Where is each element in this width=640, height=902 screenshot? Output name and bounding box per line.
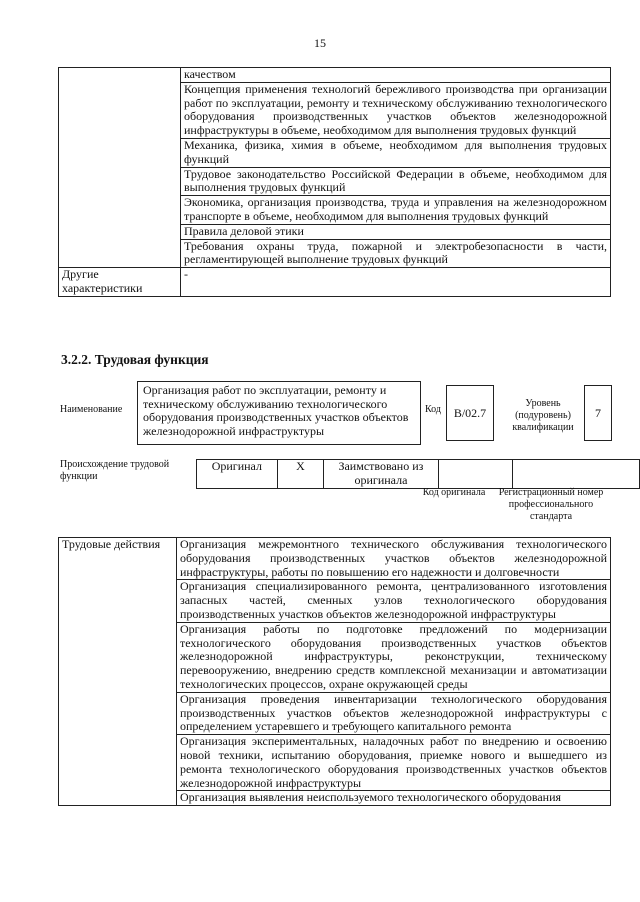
action-item: Организация работы по подготовке предложений по модернизации технологического оборудования производственных участков объектов железнодорожной инфраструктуры, реконструкции, техническому перевооружению, внедрению средств комплексной механизации и автоматизации технологических процессов, охране окружающей среды [177, 622, 611, 692]
origin-table [196, 459, 640, 489]
actions-label: Трудовые действия [59, 538, 177, 806]
original-cell: Оригинал [197, 460, 278, 489]
table-row [197, 460, 640, 489]
knowledge-label-cell [59, 68, 181, 268]
reg-number-cell [512, 460, 639, 489]
action-item: Организация выявления неиспользуемого технологического оборудования [177, 791, 611, 806]
original-code-cell [438, 460, 512, 489]
knowledge-item: Трудовое законодательство Российской Федерации в объеме, необходимом для выполнения трудовых функций [181, 167, 611, 196]
knowledge-item: Концепция применения технологий бережливого производства при организации работ по эксплуатации, ремонту и техническому обслуживанию технологического оборудования производственных участков объектов железнодорожной инфраструктуры в объеме, необходимом для выполнения трудовых функций [181, 82, 611, 138]
original-mark: X [277, 460, 324, 489]
actions-table [58, 537, 611, 806]
page-number: 15 [314, 36, 326, 50]
knowledge-item: Требования охраны труда, пожарной и электробезопасности в части, регламентирующей выполнение трудовых функций [181, 239, 611, 268]
code-label: Код [425, 404, 441, 415]
table-row [59, 68, 611, 83]
action-item: Организация специализированного ремонта, централизованного изготовления запасных частей, сменных узлов технологического оборудования производственных участков объектов железнодорожной инфраструктуры [177, 580, 611, 622]
reg-number-caption: Регистрационный номер профессионального стандарта [498, 487, 604, 522]
table-row [59, 538, 611, 580]
table-row [59, 268, 611, 297]
knowledge-item: качеством [181, 68, 611, 83]
action-item: Организация проведения инвентаризации технологического оборудования производственных участков объектов железнодорожной инфраструктуры с определением устаревшего и требующего капитального ремонта [177, 692, 611, 734]
action-item: Организация межремонтного технического обслуживания технологического оборудования производственных участков объектов железнодорожной инфраструктуры, работы по повышению его надежности и долговечности [177, 538, 611, 580]
section-heading: 3.2.2. Трудовая функция [61, 352, 209, 367]
function-name-box: Организация работ по эксплуатации, ремонту и техническому обслуживанию технологического оборудования производственных участков объектов железнодорожной инфраструктуры [137, 381, 421, 445]
knowledge-item: Правила деловой этики [181, 224, 611, 239]
name-label: Наименование [60, 404, 123, 415]
knowledge-item: Экономика, организация производства, труда и управления на железнодорожном транспорте в объеме, необходимом для выполнения трудовых функций [181, 196, 611, 225]
other-characteristics-value: - [181, 268, 611, 297]
action-item: Организация экспериментальных, наладочных работ по внедрению и освоению новой техники, испытанию оборудования, приемке нового и вышедшего из ремонта технологического оборудования производственных участков объектов железнодорожной инфраструктуры [177, 735, 611, 791]
other-characteristics-label: Другие характеристики [59, 268, 181, 297]
level-box: 7 [584, 385, 612, 441]
code-box: B/02.7 [446, 385, 494, 441]
origin-label: Происхождение трудовой функции [60, 459, 170, 482]
borrowed-cell: Заимствовано из оригинала [324, 460, 438, 489]
level-label: Уровень (подуровень) квалификации [512, 398, 574, 433]
original-code-caption: Код оригинала [422, 487, 486, 498]
knowledge-table [58, 67, 611, 297]
knowledge-item: Механика, физика, химия в объеме, необходимом для выполнения трудовых функций [181, 138, 611, 167]
